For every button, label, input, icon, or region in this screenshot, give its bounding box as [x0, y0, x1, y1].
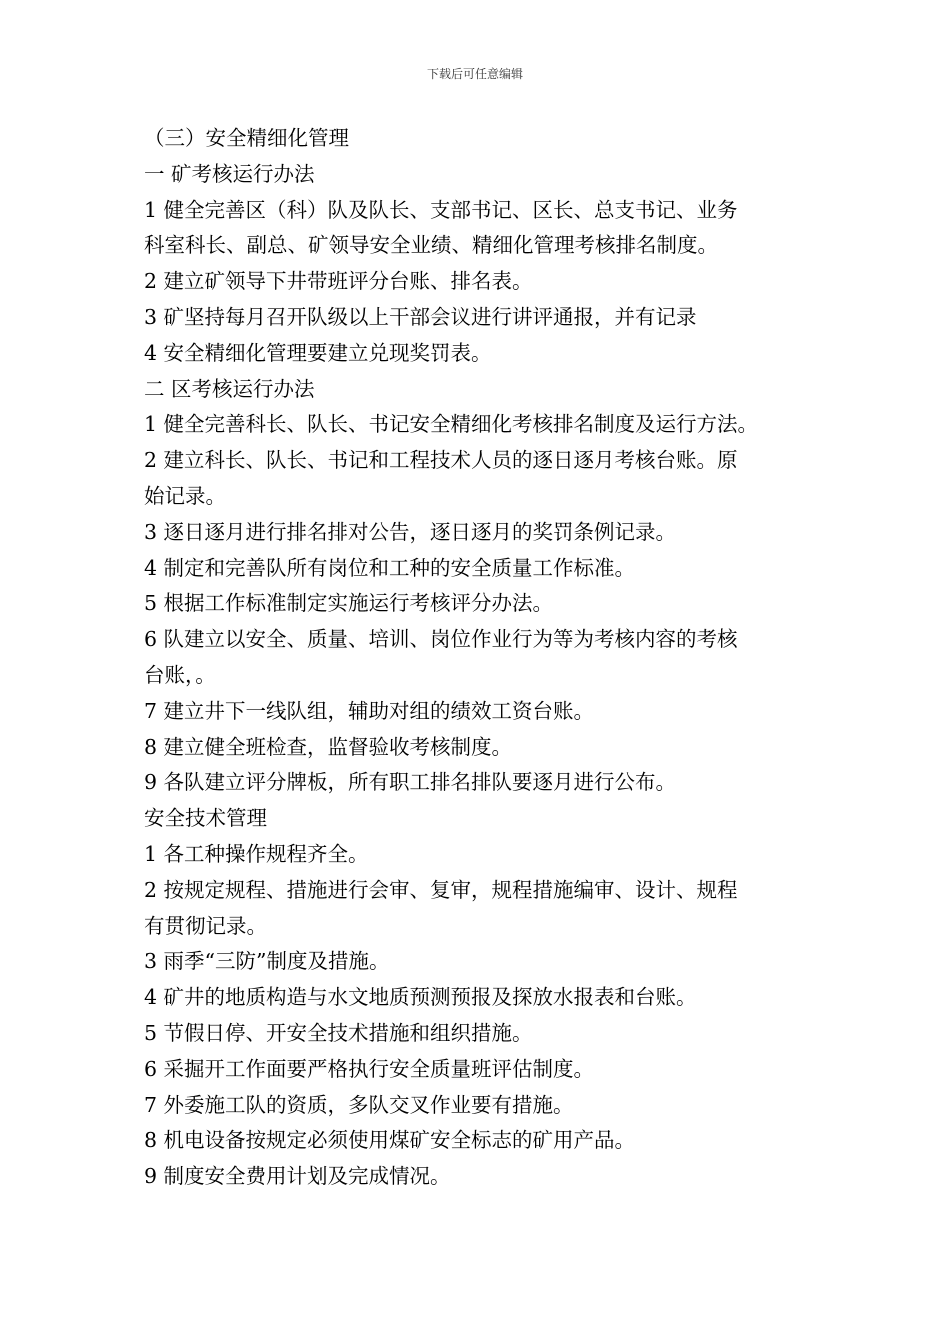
text-line: 有贯彻记录。 — [144, 913, 267, 938]
text-line: 3 逐日逐月进行排名排对公告，逐日逐月的奖罚条例记录。 — [144, 519, 677, 544]
document-body — [144, 121, 812, 1195]
text-line: 4 矿井的地质构造与水文地质预测预报及探放水报表和台账。 — [144, 985, 697, 1010]
section-title: （三）安全精细化管理 — [144, 126, 349, 150]
text-line: 9 各队建立评分牌板，所有职工排名排队要逐月进行公布。 — [144, 770, 677, 795]
text-line: 7 外委施工队的资质，多队交叉作业要有措施。 — [144, 1092, 574, 1117]
text-line: 1 各工种操作规程齐全。 — [144, 841, 369, 866]
text-line: 2 建立矿领导下井带班评分台账、排名表。 — [144, 269, 533, 294]
subsection-heading: 一 矿考核运行办法 — [144, 161, 315, 186]
text-line: 3 雨季“三防”制度及措施。 — [144, 949, 390, 974]
text-line: 2 建立科长、队长、书记和工程技术人员的逐日逐月考核台账。原 — [144, 448, 738, 473]
text-line: 1 健全完善区（科）队及队长、支部书记、区长、总支书记、业务 — [144, 197, 738, 222]
text-line: 4 制定和完善队所有岗位和工种的安全质量工作标准。 — [144, 555, 636, 580]
text-line: 2 按规定规程、措施进行会审、复审，规程措施编审、设计、规程 — [144, 877, 738, 902]
text-line: 9 制度安全费用计划及完成情况。 — [144, 1164, 451, 1189]
text-line: 台账，。 — [144, 662, 216, 687]
subsection-heading: 安全技术管理 — [144, 806, 267, 831]
text-line: 5 节假日停、开安全技术措施和组织措施。 — [144, 1020, 533, 1045]
text-line: 1 健全完善科长、队长、书记安全精细化考核排名制度及运行方法。 — [144, 412, 759, 437]
subsection-heading: 二 区考核运行办法 — [144, 376, 315, 401]
text-line: 4 安全精细化管理要建立兑现奖罚表。 — [144, 340, 492, 365]
text-line: 始记录。 — [144, 483, 226, 508]
text-line: 8 建立健全班检查，监督验收考核制度。 — [144, 734, 513, 759]
page-header: 下载后可任意编辑 — [426, 67, 523, 81]
text-line: 5 根据工作标准制定实施运行考核评分办法。 — [144, 591, 554, 616]
text-line: 8 机电设备按规定必须使用煤矿安全标志的矿用产品。 — [144, 1128, 636, 1153]
text-line: 科室科长、副总、矿领导安全业绩、精细化管理考核排名制度。 — [144, 233, 718, 258]
text-line: 6 采掘开工作面要严格执行安全质量班评估制度。 — [144, 1056, 595, 1081]
text-line: 7 建立井下一线队组，辅助对组的绩效工资台账。 — [144, 698, 595, 723]
text-line: 3 矿坚持每月召开队级以上干部会议进行讲评通报，并有记录 — [144, 304, 697, 329]
text-line: 6 队建立以安全、质量、培训、岗位作业行为等为考核内容的考核 — [144, 627, 738, 652]
